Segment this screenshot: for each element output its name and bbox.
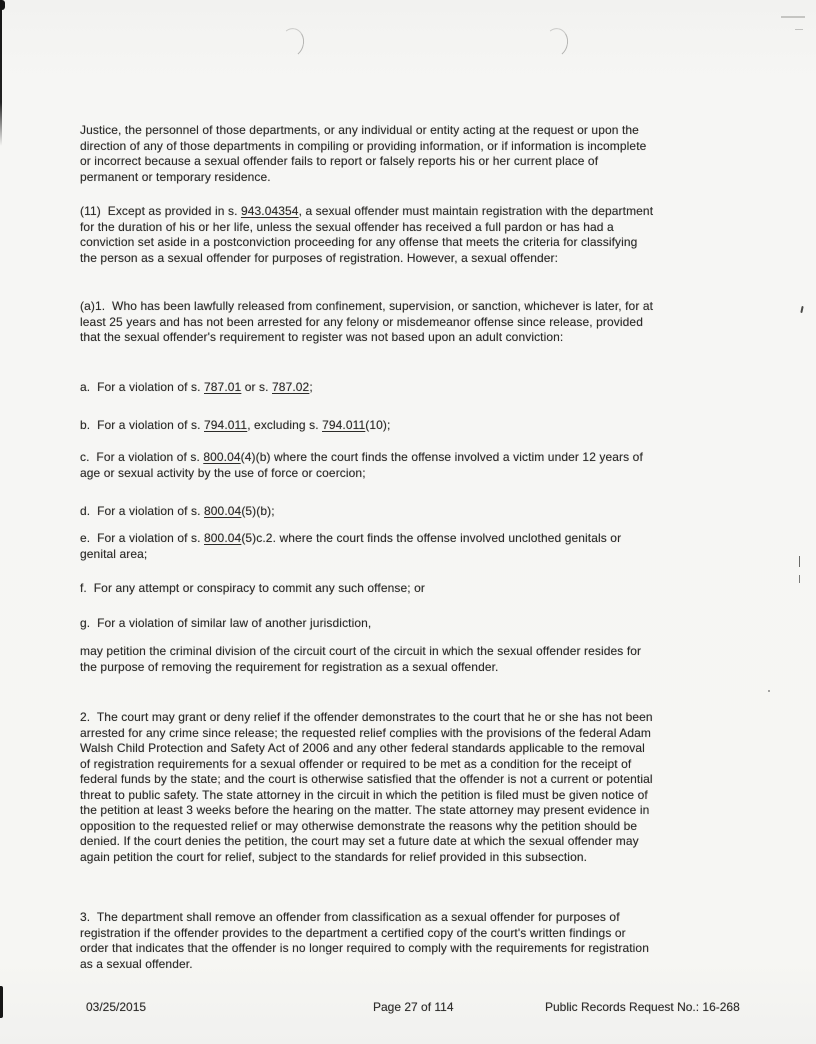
text-run: may petition the criminal division of the circuit court of the circuit in which the sexual offender resides for the purpose of removing the requirement for registration as a sexual offender. xyxy=(80,644,645,674)
text-run: (a)1. Who has been lawfully released from confinement, supervision, or sanction, whichever is later, for at least 25 years and has not been arrested for any felony or misdemeanor offense since release, provided that the sexual offender's requirement to register was not based upon an adult conviction: xyxy=(80,299,657,344)
statute-reference: 800.04 xyxy=(204,504,242,518)
hole-punch-mark xyxy=(542,26,571,59)
text-run: , a sexual offender must maintain registration with the department for the duration of his or her life, unless the sexual offender has received a full pardon or has had a conviction set aside in a postconviction proceeding for any offense that meets the criteria for classifying the person as a sexual offender for purposes of registration. However, a sexual offender: xyxy=(80,204,657,265)
text-run: (10); xyxy=(365,418,391,432)
statute-reference: 800.04 xyxy=(203,450,241,464)
scan-artifact-mark xyxy=(799,556,800,567)
statute-reference: 787.01 xyxy=(204,380,242,394)
footer-page-number: Page 27 of 114 xyxy=(373,1000,454,1014)
text-run: (4)(b) where the court finds the offense involved a victim under 12 years of age or sexual activity by the use of force or coercion; xyxy=(80,450,647,480)
statute-reference: 787.02 xyxy=(272,380,310,394)
scan-artifact-mark xyxy=(799,575,800,583)
item-f xyxy=(80,581,656,597)
item-g xyxy=(80,616,656,632)
text-run: e. For a violation of s. xyxy=(80,531,204,545)
item-c xyxy=(80,450,656,481)
text-run: or s. xyxy=(241,380,273,394)
statute-reference: 943.04354 xyxy=(240,204,299,218)
paragraph-intro xyxy=(80,123,656,185)
item-a xyxy=(80,380,656,396)
text-run: 2. The court may grant or deny relief if the offender demonstrates to the court that he or she has not been arrested for any crime since release; the requested relief complies with the provisions of the federal Adam Walsh Child Protection and Safety Act of 2006 and any other federal standards applicable to the removal of registration requirements for a sexual offender or required to be met as a condition for the receipt of federal funds by the state; and the court is otherwise satisfied that the offender is not a current or potential threat to public safety. The state attorney in the circuit in which the petition is filed must be given notice of the petition at least 3 weeks before the hearing on the matter. The state attorney may present evidence in opposition to the requested relief or may otherwise demonstrate the reasons why the petition should be denied. If the court denies the petition, the court may set a future date at which the sexual offender may again petition the court for relief, subject to the standards for relief provided in this subsection. xyxy=(80,710,657,864)
text-run: f. For any attempt or conspiracy to commit any such offense; or xyxy=(80,581,425,595)
text-run: d. For a violation of s. xyxy=(80,504,204,518)
paragraph-may-petition xyxy=(80,644,656,675)
text-run: ; xyxy=(309,380,313,394)
text-run: 3. The department shall remove an offender from classification as a sexual offender for purposes of registration if the offender provides to the department a certified copy of the court's written findings or order that indicates that the offender is no longer required to comply with the requirements for registration as a sexual offender. xyxy=(80,910,653,971)
item-d xyxy=(80,504,656,520)
scan-artifact-mark xyxy=(768,690,770,692)
text-run: (5)c.2. where the court finds the offense involved unclothed genitals or genital area; xyxy=(80,531,625,561)
statute-reference: 794.011 xyxy=(322,418,366,432)
footer-date: 03/25/2015 xyxy=(86,1000,147,1014)
hole-punch-mark xyxy=(278,26,307,59)
paragraph-a1 xyxy=(80,299,656,346)
scan-artifact-left-edge-bottom xyxy=(0,986,3,1018)
text-run: a. For a violation of s. xyxy=(80,380,204,394)
paragraph-11 xyxy=(80,204,656,266)
scan-artifact-mark xyxy=(800,306,803,313)
item-b xyxy=(80,418,656,434)
paragraph-2 xyxy=(80,710,656,865)
scan-artifact-dash xyxy=(795,29,803,30)
statute-reference: 794.011 xyxy=(204,418,248,432)
statute-reference: 800.04 xyxy=(204,531,242,545)
text-run: b. For a violation of s. xyxy=(80,418,204,432)
scan-artifact-left-edge xyxy=(0,0,2,146)
text-run: c. For a violation of s. xyxy=(80,450,204,464)
item-e xyxy=(80,531,656,562)
footer-records-request-number: Public Records Request No.: 16-268 xyxy=(545,1000,740,1014)
text-run: Justice, the personnel of those departments, or any individual or entity acting at the request or upon the direction of any of those departments in compiling or providing information, or if information is incomplete or incorrect because a sexual offender fails to report or falsely reports his or her current place of permanent or temporary residence. xyxy=(80,123,650,184)
paragraph-3 xyxy=(80,910,656,972)
scan-artifact-dash xyxy=(781,16,805,18)
text-run: g. For a violation of similar law of another jurisdiction, xyxy=(80,616,372,630)
text-run: , excluding s. xyxy=(247,418,323,432)
text-run: (5)(b); xyxy=(241,504,275,518)
text-run: (11) Except as provided in s. xyxy=(80,204,241,218)
